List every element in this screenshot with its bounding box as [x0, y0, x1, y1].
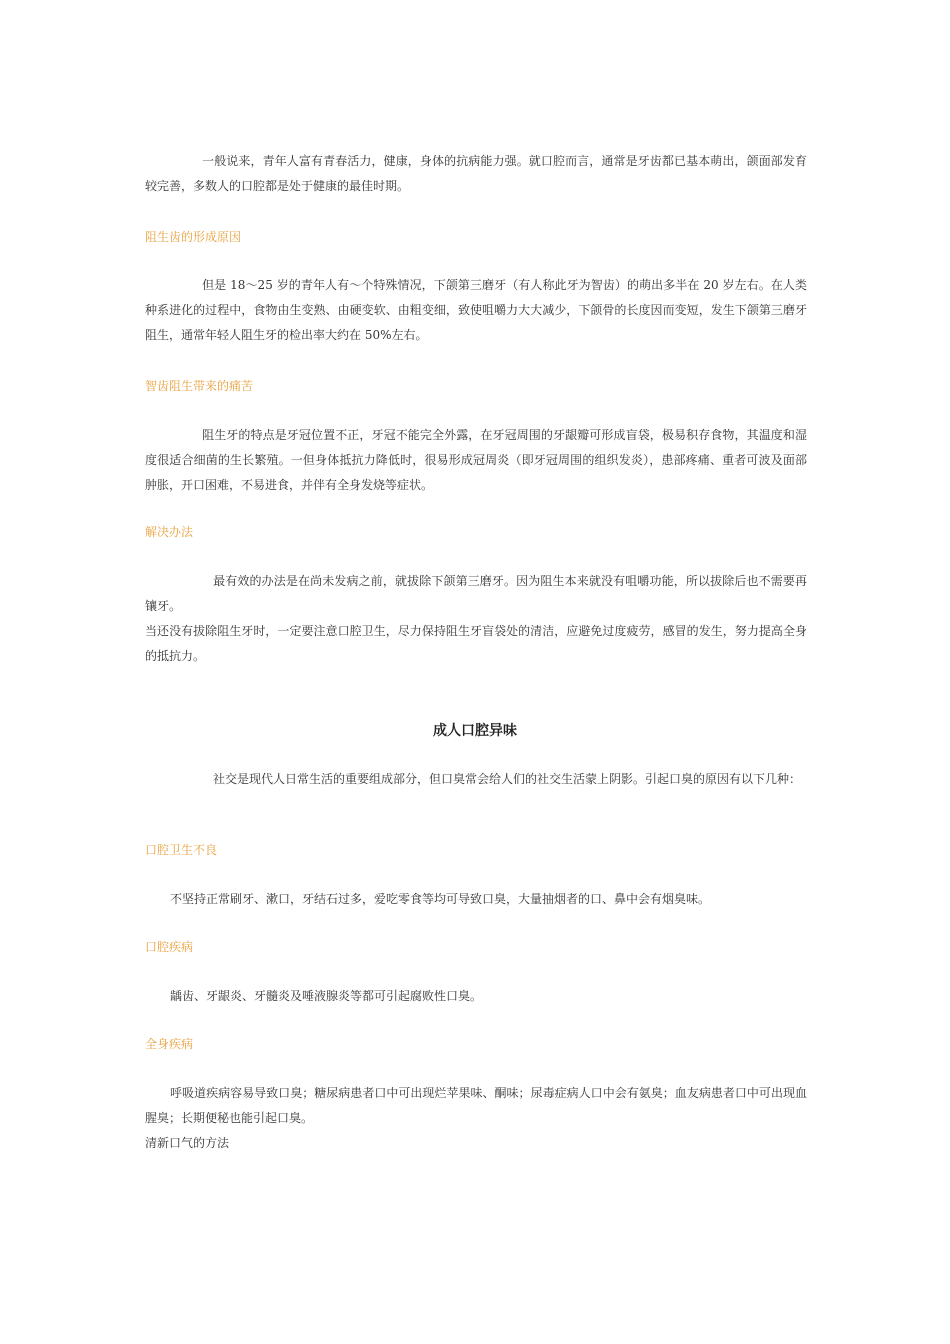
- cause-heading-systemic-disease: 全身疾病: [145, 1037, 194, 1051]
- section-heading-impacted-tooth-cause: 阻生齿的形成原因: [145, 230, 242, 244]
- systemic-disease-paragraph: 呼吸道疾病容易导致口臭；糖尿病患者口中可出现烂苹果味、酮味；尿毒症病人口中会有氨臭；血友病患者口中可出现血腥臭；长期便秘也能引起口臭。 清新口气的方法: [145, 1086, 807, 1150]
- oral-disease-paragraph: 龋齿、牙龈炎、牙髓炎及唾液腺炎等都可引起腐败性口臭。: [170, 989, 483, 1003]
- impacted-tooth-cause-paragraph: 但是 18～25 岁的青年人有～个特殊情况，下颌第三磨牙（有人称此牙为智齿）的萌出多半在 20 岁左右。在人类种系进化的过程中，食物由生变熟、由硬变软、由粗变细，致使咀嚼力大大减少，下颌骨的长度因而变短，发生下颌第三磨牙阻生，通常年轻人阻生牙的检出率大约在 50%左右。: [145, 278, 807, 342]
- intro-paragraph: 一般说来，青年人富有青春活力，健康，身体的抗病能力强。就口腔而言，通常是牙齿都已基本萌出，颌面部发育较完善，多数人的口腔都是处于健康的最佳时期。: [145, 154, 807, 193]
- section-heading-solution: 解决办法: [145, 525, 194, 539]
- cause-heading-oral-disease: 口腔疾病: [145, 940, 194, 954]
- section-heading-wisdom-tooth-pain: 智齿阻生带来的痛苦: [145, 379, 254, 393]
- fresh-breath-methods-label: 清新口气的方法: [145, 1136, 230, 1150]
- oral-odor-intro-paragraph: 社交是现代人日常生活的重要组成部分，但口臭常会给人们的社交生活蒙上阴影。引起口臭的原因有以下几种：: [213, 772, 802, 786]
- poor-hygiene-paragraph: 不坚持正常刷牙、漱口，牙结石过多，爱吃零食等均可导致口臭，大量抽烟者的口、鼻中会有烟臭味。: [170, 892, 711, 906]
- cause-heading-poor-hygiene: 口腔卫生不良: [145, 843, 218, 857]
- article-title-oral-odor: 成人口腔异味: [433, 723, 517, 739]
- solution-paragraph: 最有效的办法是在尚未发病之前，就拔除下颌第三磨牙。因为阻生本来就没有咀嚼功能，所以拔除后也不需要再镶牙。 当还没有拔除阻生牙时，一定要注意口腔卫生，尽力保持阻生牙盲袋处的清洁，应避免过度疲劳，感冒的发生，努力提高全身的抵抗力。: [145, 574, 807, 663]
- wisdom-tooth-pain-paragraph: 阻生牙的特点是牙冠位置不正，牙冠不能完全外露，在牙冠周围的牙龈瓣可形成盲袋，极易积存食物，其温度和湿度很适合细菌的生长繁殖。一但身体抵抗力降低时，很易形成冠周炎（即牙冠周围的组织发炎），患部疼痛、重者可波及面部肿胀，开口困难，不易进食，并伴有全身发烧等症状。: [145, 428, 807, 492]
